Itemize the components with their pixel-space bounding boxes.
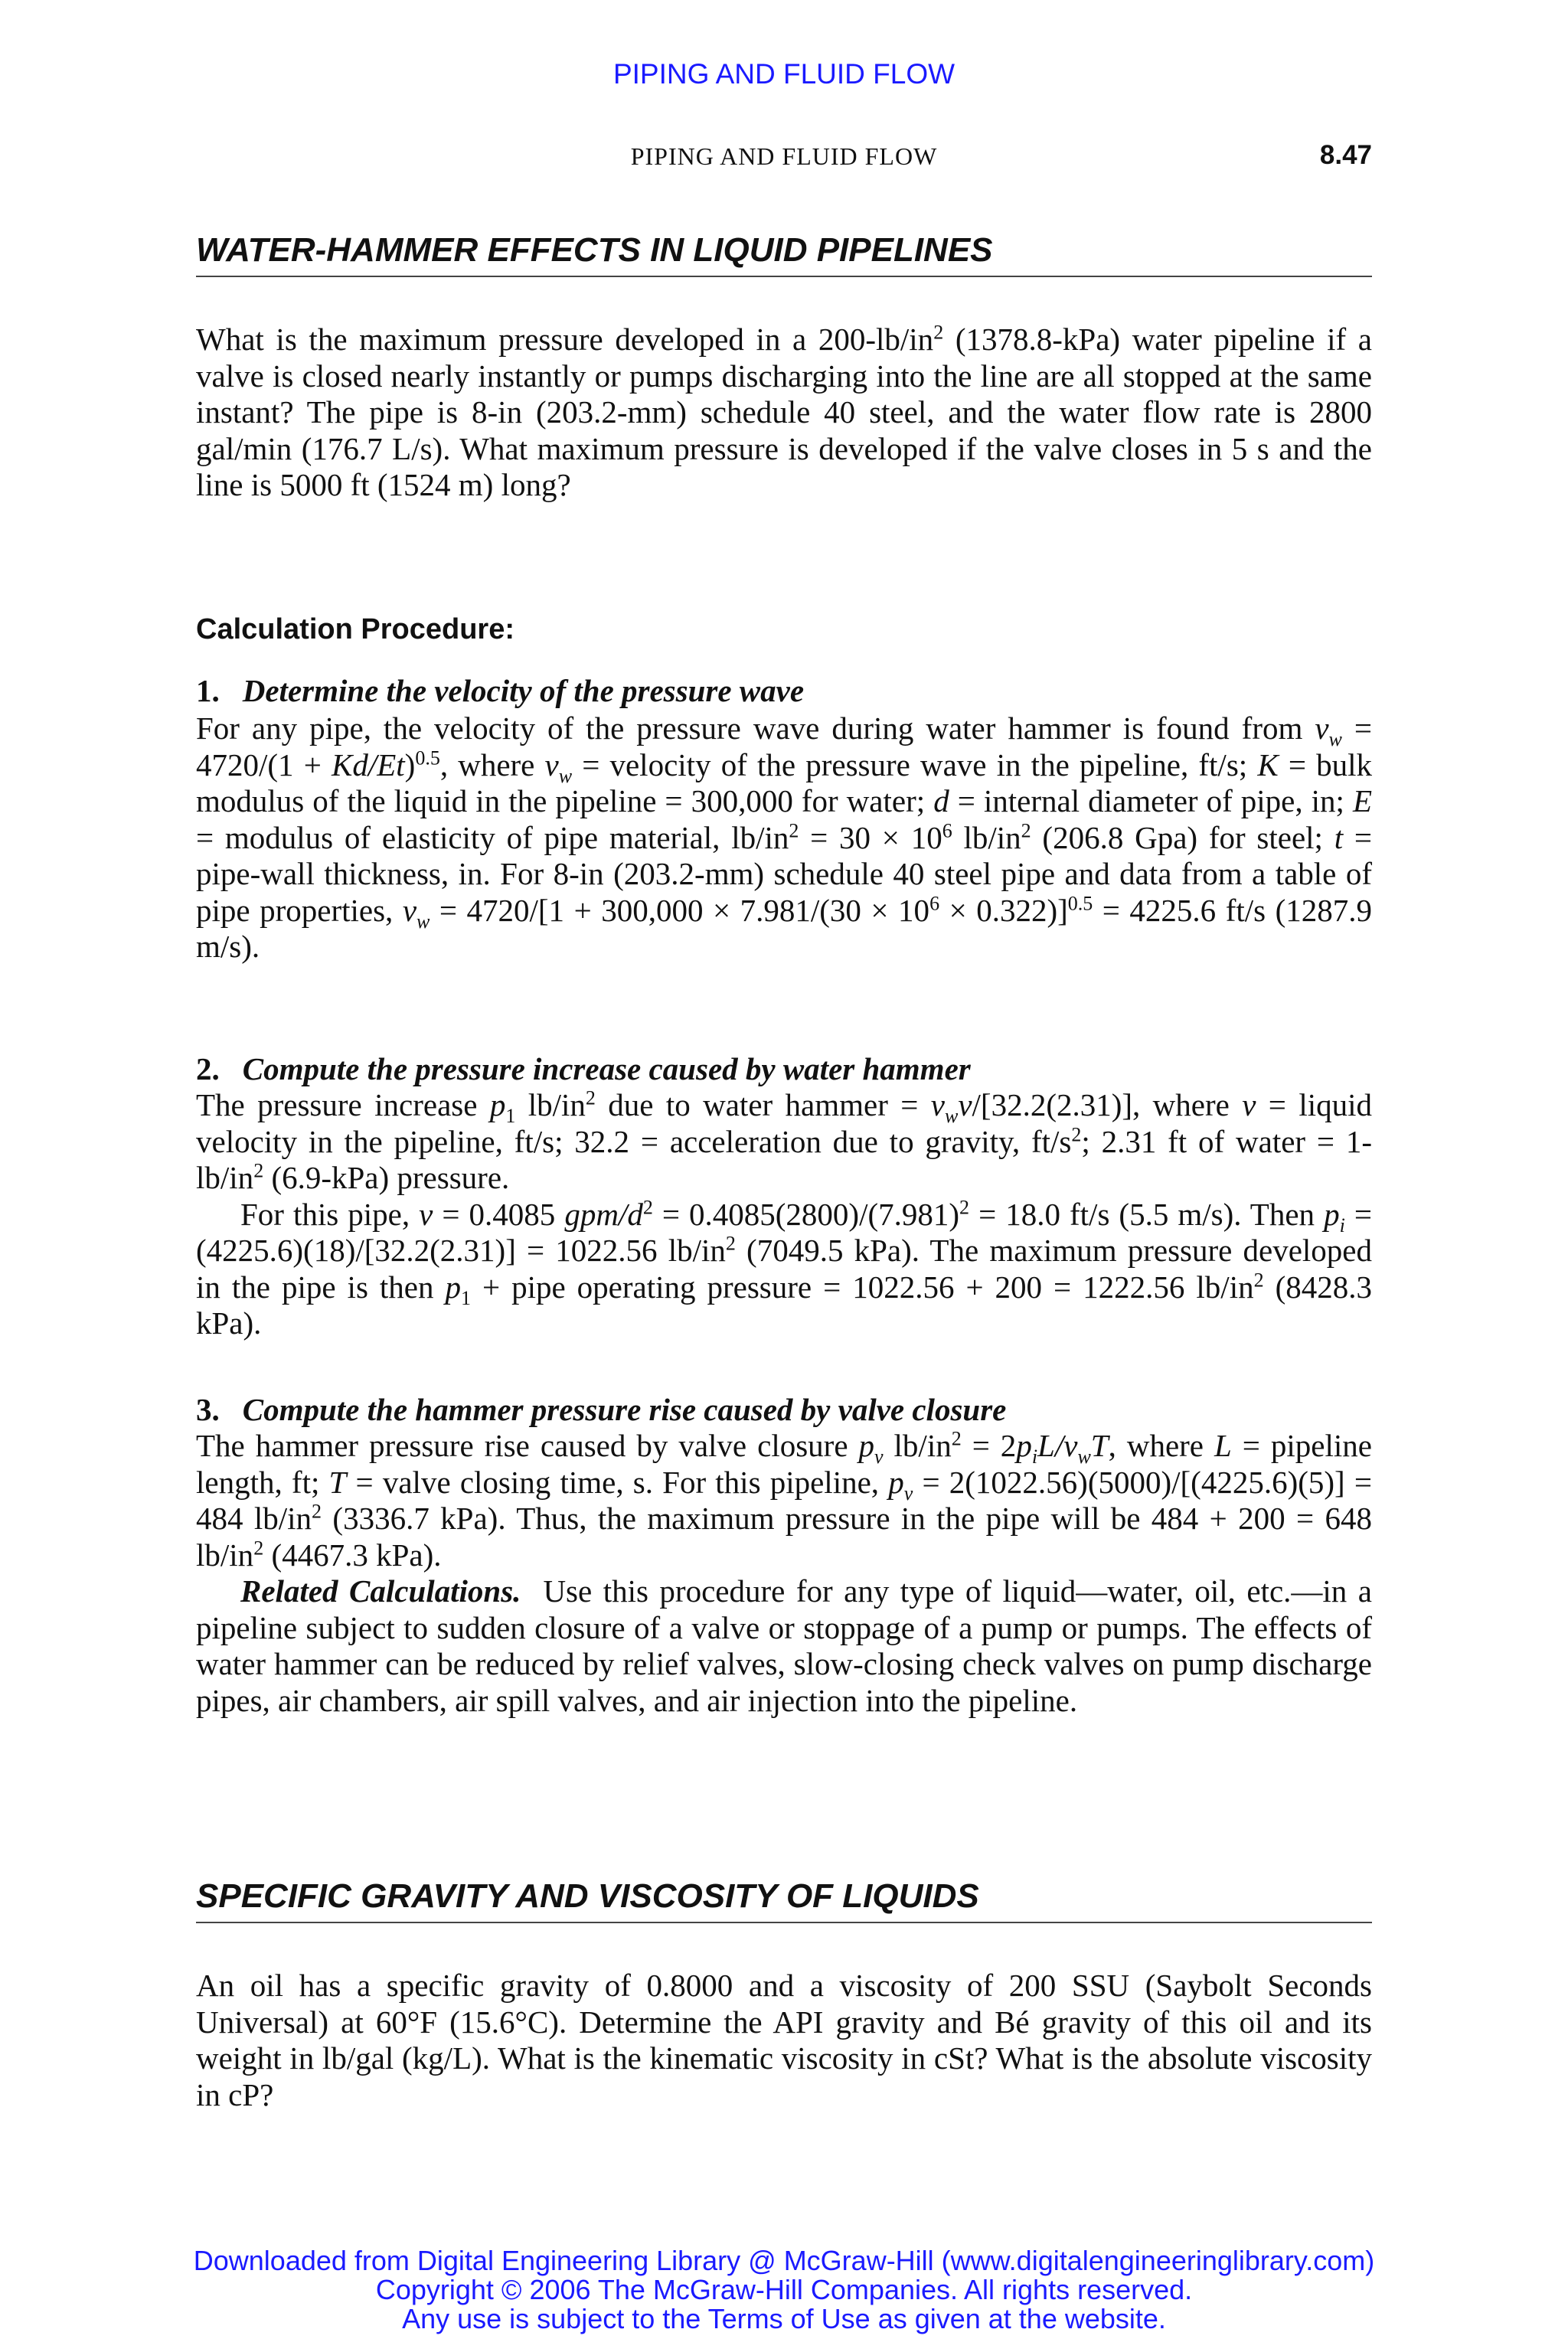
related-calculations-label: Related Calculations. xyxy=(240,1573,521,1609)
footer-download-link[interactable]: Downloaded from Digital Engineering Library @ McGraw-Hill (www.digitalengineeringlibrary.com) xyxy=(193,2245,1375,2276)
page-number: 8.47 xyxy=(1319,140,1372,170)
top-link[interactable]: PIPING AND FLUID FLOW xyxy=(612,58,956,90)
step-1-text: For any pipe, the velocity of the pressure wave during water hammer is found from $v_w = 4720/(1 + Kd/Et)^{0.5}$, where $v_w$ = velocity of the pressure wave in the pipeline, ft/s; K = bulk modulus of the liquid in the pipeline = 300,000 for water; d = internal diameter of pipe, in; E = modulus of elasticity of pipe material, $lb/in^2 = 30 \times 10^6$ $lb/in^2$ (206.8 Gpa) for steel; t = pipe-wall thickness, in. For 8-in (203.2-mm) schedule 40 steel pipe and data from a table of pipe properties, $v_w = 4720/[1 + 300,000 \times 7.981/(30 \times 10^6 \times 0.322)]^{0.5} = 4225.6$ ft/s (1287.9 m/s). xyxy=(196,710,1373,964)
step-1-heading: 1. Determine the velocity of the pressure wave xyxy=(196,673,805,708)
footer-terms[interactable]: Any use is subject to the Terms of Use as given at the website. xyxy=(402,2303,1166,2334)
step-2-text: The pressure increase $p_1$ $lb/in^2$ due to water hammer = $v_wv/[32.2(2.31)]$, where v = liquid velocity in the pipeline, ft/s; 32.2 = acceleration due to gravity, $ft/s^2$; 2.31 ft of water = $1-lb/in^2$ (6.9-kPa) pressure. For this pipe, v = 0.4085 gpm/$d^2 = 0.4085(2800)/(7.981)^2 = 18.0$ ft/s (5.5 m/s). Then $p_i = (4225.6)(18)/[32.2(2.31)] = 1022.56$ $lb/in^2$ (7049.5 kPa). The maximum pressure developed in the pipe is then $p_1$ + pipe operating pressure = 1022.56 + 200 = 1222.56 $lb/in^2$ (8428.3 kPa). xyxy=(196,1086,1372,1341)
section-title-water-hammer: WATER-HAMMER EFFECTS IN LIQUID PIPELINES xyxy=(196,231,1372,277)
step-3-heading: 3. Compute the hammer pressure rise caused by valve closure xyxy=(196,1392,1007,1427)
footer-copyright[interactable]: Copyright © 2006 The McGraw-Hill Companies. All rights reserved. xyxy=(375,2274,1193,2305)
problem-statement-2: An oil has a specific gravity of 0.8000 and a viscosity of 200 SSU (Saybolt Seconds Universal) at 60°F (15.6°C). Determine the API gravity and Bé gravity of this oil and its weight in lb/gal (kg/L). What is the kinematic viscosity in cSt? What is the absolute viscosity in cP? xyxy=(196,1968,1372,2112)
problem-statement-1: What is the maximum pressure developed in a $200-lb/in^2$ (1378.8-kPa) water pipeline if a valve is closed nearly instantly or pumps discharging into the line are all stopped at the same instant? The pipe is 8-in (203.2-mm) schedule 40 steel, and the water flow rate is 2800 gal/min (176.7 L/s). What maximum pressure is developed if the valve closes in 5 s and the line is 5000 ft (1524 m) long? xyxy=(196,321,1372,502)
step-2-heading: 2. Compute the pressure increase caused by water hammer xyxy=(196,1051,971,1086)
step-3-text: The hammer pressure rise caused by valve closure $p_v$ $lb/in^2 = 2p_iL/v_wT$, where L = pipeline length, ft; T = valve closing time, s. For this pipeline, $p_v = 2(1022.56)(5000)/[(4225.6)(5)] = 484$ $lb/in^2$ (3336.7 kPa). Thus, the maximum pressure in the pipe will be 484 + 200 = 648 $lb/in^2$ (4467.3 kPa). Related Calculations. Use this procedure for any type of liquid—water, oil, etc.—in a pipeline subject to sudden closure of a valve or stoppage of a pump or pumps. The effects of water hammer can be reduced by relief valves, slow-closing check valves on pump discharge pipes, air chambers, air spill valves, and air injection into the pipeline. xyxy=(196,1427,1373,1718)
section-title-specific-gravity: SPECIFIC GRAVITY AND VISCOSITY OF LIQUIDS xyxy=(196,1877,1372,1923)
footer xyxy=(0,2246,1568,2334)
running-head: PIPING AND FLUID FLOW xyxy=(630,142,938,170)
calculation-procedure-label: Calculation Procedure: xyxy=(196,613,514,645)
